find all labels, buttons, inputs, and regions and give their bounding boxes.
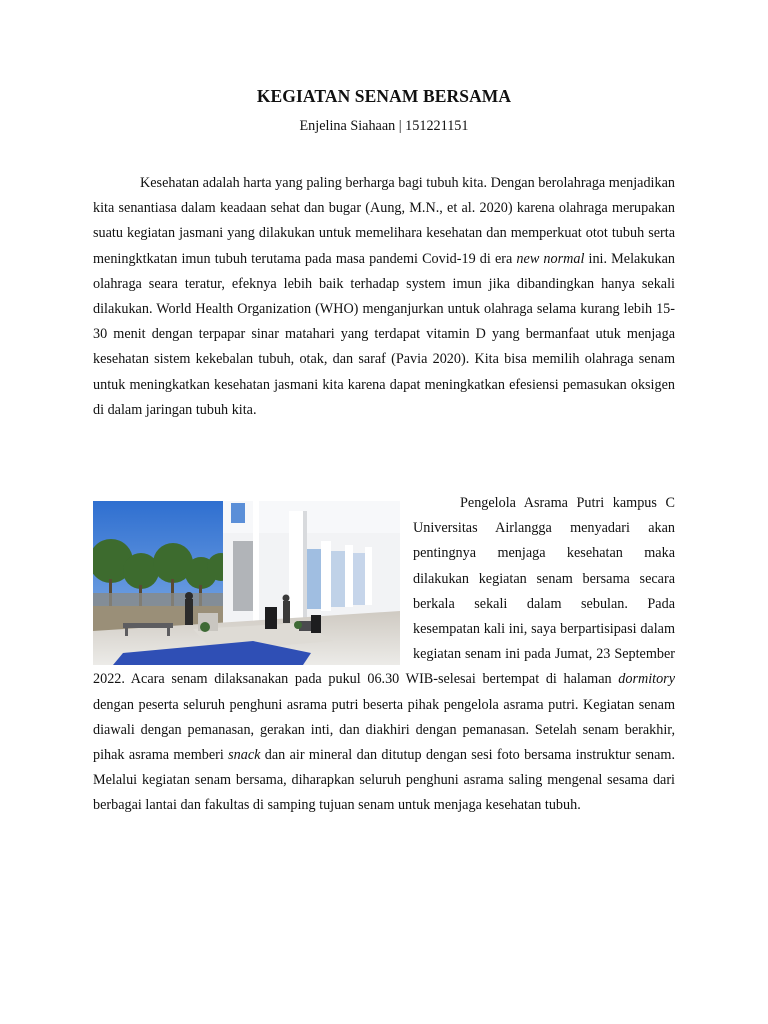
- paragraph-text: dengan peserta seluruh penghuni asrama putri beserta pihak pengelola asrama putri. Kegiatan senam diawali dengan pemanasan, gerakan inti, dan diakhiri dengan pemanasan. Setelah senam berakhir, pihak asrama memberi: [93, 696, 675, 764]
- italic-term: dormitory: [618, 671, 675, 688]
- paragraph-text: ini. Melakukan olahraga seara teratur, efeknya lebih baik terhadap system imun jika dibandingkan hanya sekali dilakukan. World Health Organization (WHO) menganjurkan untuk olahraga selama kurang lebih 15-30 menit dengan terpapar sinar matahari yang terdapat vitamin D yang bermanfaat utuk menjaga kesehatan sistem kekebalan tubuh, otak, dan saraf (Pavia 2020). Kita bisa memilih olahraga senam untuk meningkatkan kesehatan jasmani kita karena dapat meningkatkan efesiensi pemasukan oksigen di dalam jaringan tubuh kita.: [93, 250, 675, 418]
- italic-term: new normal: [516, 250, 585, 267]
- italic-term: snack: [228, 747, 261, 764]
- paragraph-text: Kesehatan adalah harta yang paling berharga bagi tubuh kita. Dengan berolahraga menjadikan kita senantiasa dalam keadaan sehat dan bugar (Aung, M.N., et al. 2020) karena olahraga merupakan suatu kegiatan jasmani yang dilakukan untuk memelihara kesehatan dan memperkuat otot tubuh serta meningktkatan imun tubuh terutama pada masa pandemi Covid-19 di era: [93, 175, 675, 267]
- activity-photo: [93, 501, 400, 665]
- paragraph-text: Pengelola Asrama Putri kampus C Universitas Airlangga menyadari akan pentingnya menjaga kesehatan maka dilakukan kegiatan senam bersama secara berkala sekali dalam sebulan. Pada kesempatan kali ini, saya berpartisipasi dalam kegiatan senam ini pada Jumat, 23 September 2022. Acara senam dilaksanakan pada pukul 06.30 WIB-selesai bertempat di halaman: [93, 495, 675, 688]
- author-line: Enjelina Siahaan | 151221151: [299, 118, 469, 134]
- document-title: KEGIATAN SENAM BERSAMA: [256, 86, 512, 106]
- paragraph-intro: [93, 171, 675, 423]
- paragraph-activity: [93, 491, 675, 819]
- paragraph-text: dan air mineral dan ditutup dengan sesi foto bersama instruktur senam. Melalui kegiatan senam bersama, diharapkan seluruh penghuni asrama saling mengenal sesama dari berbagai lantai dan fakultas di samping tujuan senam untuk menjaga kesehatan tubuh.: [93, 747, 675, 814]
